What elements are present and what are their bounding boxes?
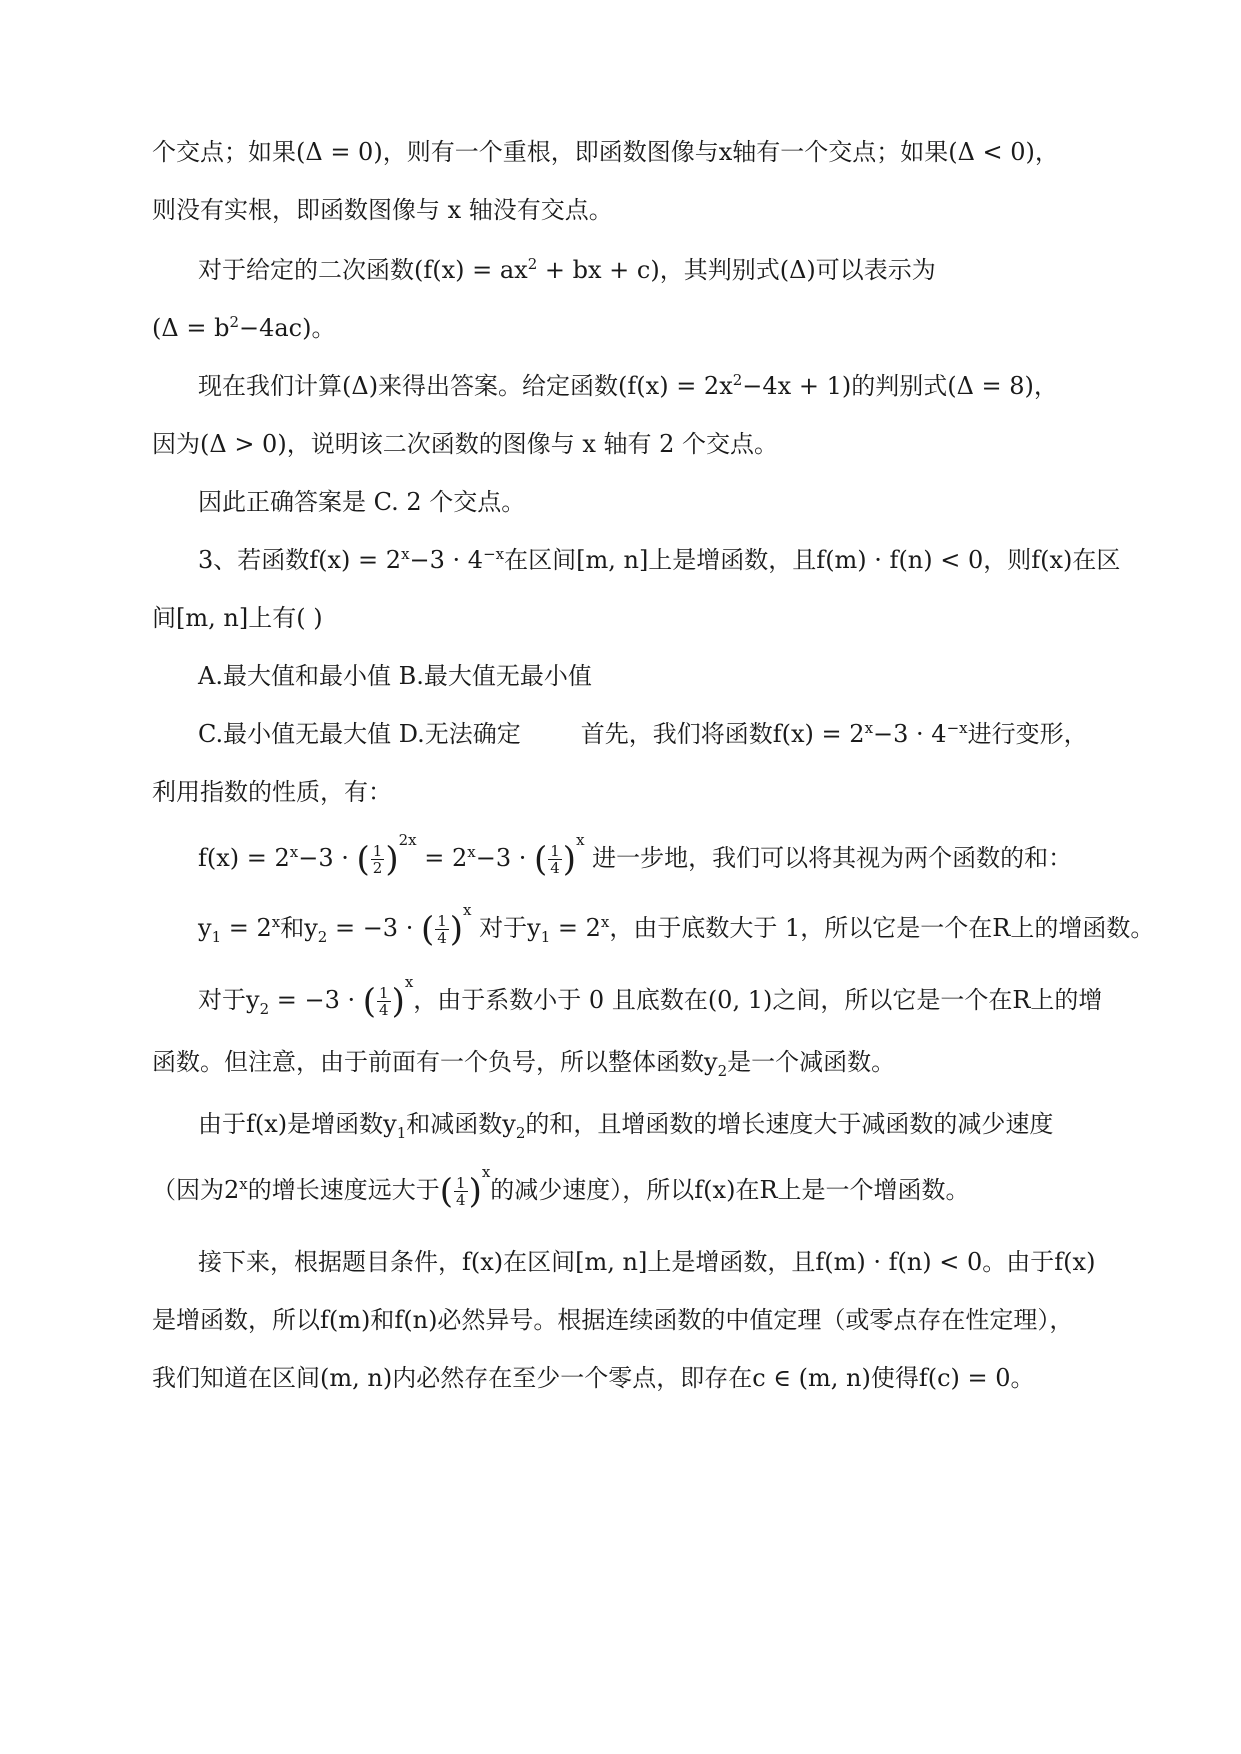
paragraph-line: （因为2$^x$的增长速度远大于( $\frac{1}{4}$ )$^x$的减少速度），所以f(x)在R上是一个增函数。 bbox=[152, 1163, 970, 1212]
paragraph-line: 我们知道在区间(m, n)内必然存在至少一个零点，即存在c ∈ (m, n)使得f(c) = 0。 bbox=[152, 1364, 1035, 1392]
paragraph-line: 由于f(x)是增函数$y_1$和减函数$y_2$的和，且增函数的增长速度大于减函数的减少速度 bbox=[198, 1110, 1054, 1142]
fraction: $\frac{1}{4}$ bbox=[550, 842, 560, 877]
paragraph-line: 个交点；如果(Δ = 0)，则有一个重根，即函数图像与x轴有一个交点；如果(Δ < 0)， bbox=[152, 138, 1059, 166]
paragraph-line: 函数。但注意，由于前面有一个负号，所以整体函数$y_2$是一个减函数。 bbox=[152, 1048, 896, 1080]
paragraph-line: 对于给定的二次函数($f(x) = ax^2$ + bx + c)，其判别式(Δ)可以表示为 bbox=[198, 255, 936, 284]
paragraph-line: 接下来，根据题目条件，f(x)在区间[m, n]上是增函数，且f(m) · f(n) < 0。由于f(x) bbox=[198, 1248, 1096, 1276]
equation-line: $y_1 = 2^x$和$y_2 = -3$ · ( $\frac{1}{4}$ )$^x$ 对于$y_1 = 2^x$，由于底数大于 1，所以它是一个在R上的增函数。 bbox=[198, 901, 1155, 950]
fraction: $\frac{1}{4}$ bbox=[437, 912, 447, 947]
paragraph-line: 对于$y_2 = -3$ · ( $\frac{1}{4}$ )$^x$，由于系数小于 0 且底数在(0, 1)之间，所以它是一个在R上的增 bbox=[198, 973, 1103, 1022]
answer-options: A.最大值和最小值 B.最大值无最小值 bbox=[198, 662, 592, 690]
fraction: $\frac{1}{4}$ bbox=[379, 984, 389, 1019]
paragraph-line: $(\Delta = b^2-4ac)$。 bbox=[152, 313, 336, 342]
fraction: $\frac{1}{4}$ bbox=[456, 1174, 466, 1209]
paragraph-line: 是增函数，所以f(m)和f(n)必然异号。根据连续函数的中值定理（或零点存在性定理）， bbox=[152, 1306, 1074, 1334]
fraction: $\frac{1}{2}$ bbox=[372, 842, 383, 877]
answer-options: C.最小值无最大值 D.无法确定 首先，我们将函数$f(x) = 2^x-3 \cdot 4^{-x}$进行变形， bbox=[198, 719, 1088, 748]
equation-line: $f(x) = 2^x-3$ · ( $\frac{1}{2}$ )$^{2x} = 2^x-3$ · ( $\frac{1}{4}$ )$^x$ 进一步地，我们可以将其视为两个函数的和： bbox=[198, 831, 1073, 880]
paragraph-line: 现在我们计算(Δ)来得出答案。给定函数$(f(x) = 2x^2-4x + 1)$的判别式(Δ = 8)， bbox=[198, 371, 1058, 400]
paragraph-line: 因为(Δ > 0)，说明该二次函数的图像与 x 轴有 2 个交点。 bbox=[152, 430, 779, 458]
question-stem: 3、若函数$f(x) = 2^x-3 \cdot 4^{-x}$在区间[m, n]上是增函数，且f(m) · f(n) < 0，则f(x)在区 bbox=[198, 545, 1121, 574]
question-stem: 间[m, n]上有( ) bbox=[152, 604, 323, 632]
paragraph-line: 利用指数的性质，有： bbox=[152, 778, 392, 806]
paragraph-line: 因此正确答案是 C. 2 个交点。 bbox=[198, 488, 526, 516]
paragraph-line: 则没有实根，即函数图像与 x 轴没有交点。 bbox=[152, 196, 613, 224]
